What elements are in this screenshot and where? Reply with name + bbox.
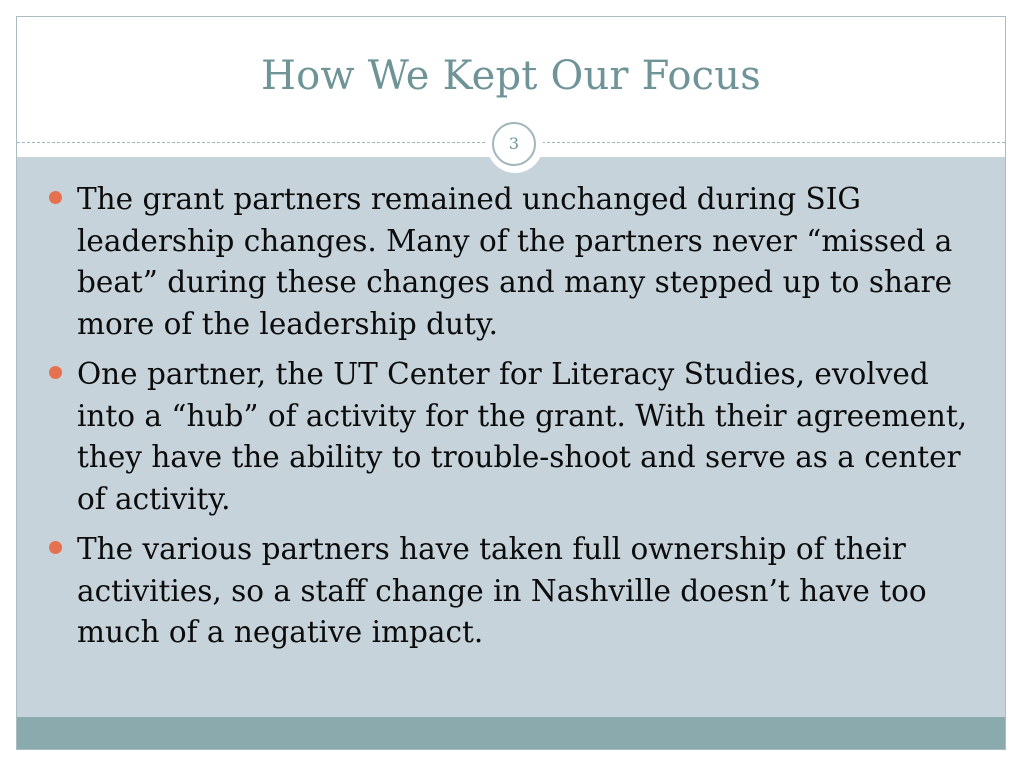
slide-title: How We Kept Our Focus xyxy=(261,53,761,99)
bullet-icon xyxy=(49,541,62,554)
bullet-item xyxy=(49,529,969,654)
bullet-text: The various partners have taken full ownership of their activities, so a staff change in Nashville doesn’t have too much of a negative impact. xyxy=(77,532,927,649)
bullet-icon xyxy=(49,366,62,379)
bullet-icon xyxy=(49,191,62,204)
bullet-list xyxy=(49,179,969,663)
bullet-item xyxy=(49,354,969,520)
bullet-item xyxy=(49,179,969,345)
bullet-text: The grant partners remained unchanged during SIG leadership changes. Many of the partners never “missed a beat” during these changes and many stepped up to share more of the leadership duty. xyxy=(77,182,953,341)
slide-number: 3 xyxy=(492,122,536,166)
bullet-text: One partner, the UT Center for Literacy Studies, evolved into a “hub” of activity for the grant. With their agreement, they have the ability to trouble-shoot and serve as a center of activity. xyxy=(77,357,968,516)
footer-bar xyxy=(17,717,1005,750)
slide xyxy=(16,16,1006,750)
